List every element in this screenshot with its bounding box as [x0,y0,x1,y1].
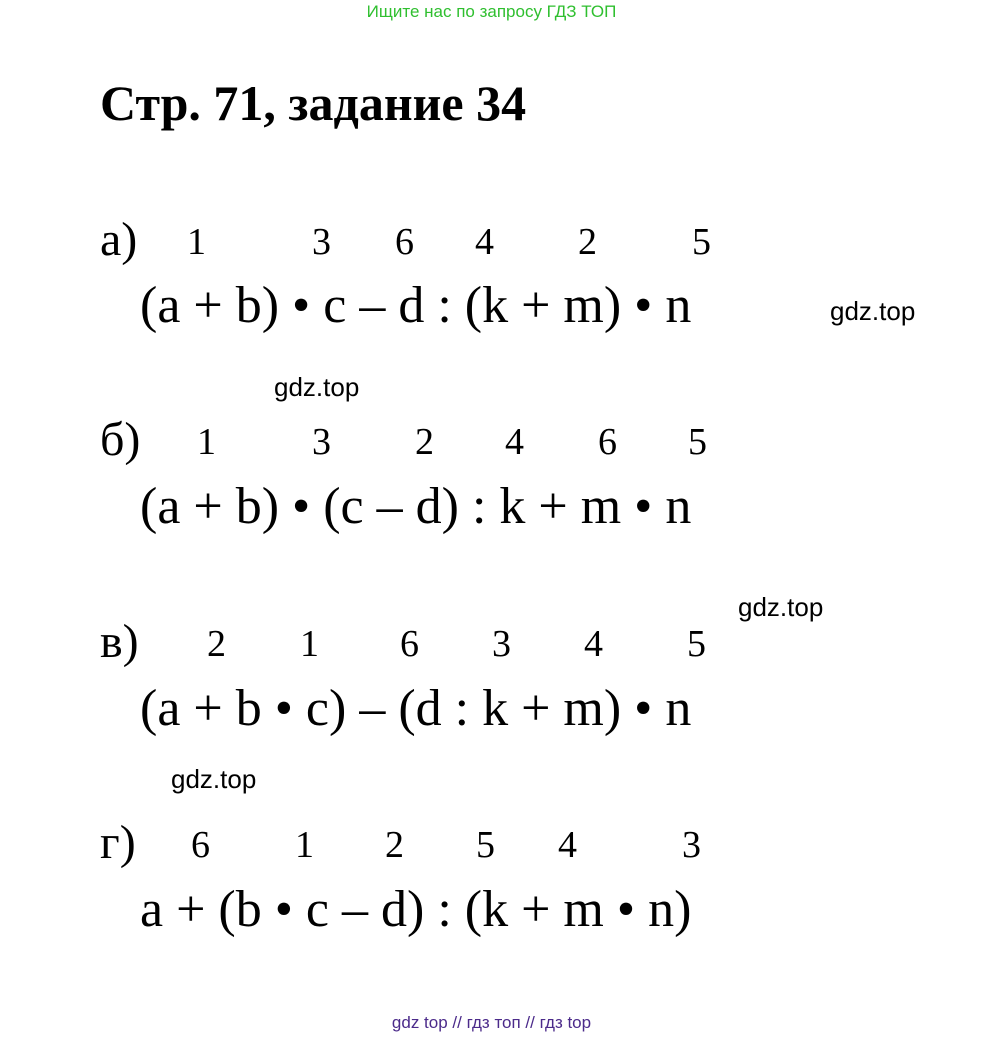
task-g-label: г) [100,816,136,869]
task-g-order-3: 2 [385,824,404,866]
task-b-order-3: 2 [415,421,434,463]
watermark-3: gdz.top [738,592,824,622]
top-search-note: Ищите нас по запросу ГДЗ ТОП [366,2,617,21]
task-b-order-4: 4 [505,421,524,463]
task-g-expression: a + (b • c – d) : (k + m • n) [140,881,692,938]
task-v-order-1: 2 [207,623,226,665]
task-a-order-3: 6 [395,221,414,263]
task-v-order-4: 3 [492,623,511,665]
task-a-order-2: 3 [312,221,331,263]
task-a-order-4: 4 [475,221,494,263]
task-b-order-2: 3 [312,421,331,463]
task-b-order-6: 5 [688,421,707,463]
task-b-order-1: 1 [197,421,216,463]
task-a-label: а) [100,213,138,266]
task-g-order-6: 3 [682,824,701,866]
task-a-expression: (a + b) • c – d : (k + m) • n [140,277,692,334]
task-b-expression: (a + b) • (c – d) : k + m • n [140,478,692,535]
footer-links: gdz top // гдз топ // гдз top [391,1013,592,1032]
task-g-order-4: 5 [476,824,495,866]
task-g-order-1: 6 [191,824,210,866]
task-g-order-2: 1 [295,824,314,866]
task-b-label: б) [100,413,141,466]
task-v-order-3: 6 [400,623,419,665]
page-title: Стр. 71, задание 34 [100,75,527,131]
watermark-2: gdz.top [274,372,360,402]
task-a-order-6: 5 [692,221,711,263]
task-v-label: в) [100,615,139,668]
watermark-1: gdz.top [830,296,916,326]
task-g-order-5: 4 [558,824,577,866]
watermark-4: gdz.top [171,764,257,794]
task-b-order-5: 6 [598,421,617,463]
task-v-order-5: 4 [584,623,603,665]
task-a-order-5: 2 [578,221,597,263]
task-v-order-6: 5 [687,623,706,665]
task-v-order-2: 1 [300,623,319,665]
task-v-expression: (a + b • c) – (d : k + m) • n [140,680,692,737]
task-a-order-1: 1 [187,221,206,263]
